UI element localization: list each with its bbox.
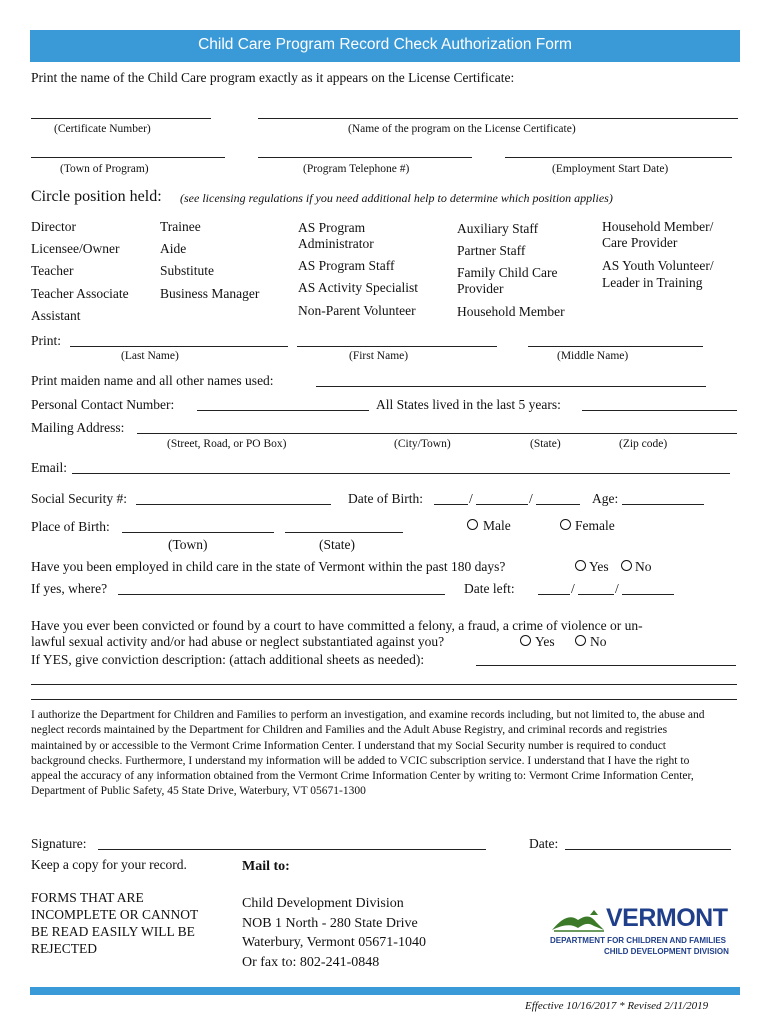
conviction-no-radio[interactable] xyxy=(575,635,586,646)
conviction-question-line1: Have you ever been convicted or found by a court to have committed a felony, a fraud, a crime of violence or un- xyxy=(31,618,643,633)
revision-footer: Effective 10/16/2017 * Revised 2/11/2019 xyxy=(525,1000,709,1012)
start-date-caption: (Employment Start Date) xyxy=(552,163,669,175)
date-left-year-field[interactable] xyxy=(622,594,674,595)
female-label: Female xyxy=(575,518,615,533)
contact-number-field[interactable] xyxy=(197,410,369,411)
conviction-description-field-line2[interactable] xyxy=(31,684,737,685)
dob-year-field[interactable] xyxy=(536,504,580,505)
position-teacher-associate[interactable]: Teacher Associate xyxy=(31,286,129,301)
first-name-caption: (First Name) xyxy=(349,350,409,362)
form-header-bar xyxy=(30,30,740,62)
position-as-activity-specialist[interactable]: AS Activity Specialist xyxy=(298,280,418,295)
states-lived-label: All States lived in the last 5 years: xyxy=(376,397,561,412)
date-left-separator-2: / xyxy=(615,581,619,596)
date-left-separator-1: / xyxy=(571,581,575,596)
position-note: (see licensing regulations if you need additional help to determine which position applies) xyxy=(180,191,613,205)
position-substitute[interactable]: Substitute xyxy=(160,263,215,278)
mail-address-line: Waterbury, Vermont 05671-1040 xyxy=(242,935,426,950)
last-name-caption: (Last Name) xyxy=(121,350,179,362)
position-aide[interactable]: Aide xyxy=(160,241,187,256)
employment-start-date-field[interactable] xyxy=(505,157,732,158)
position-business-manager[interactable]: Business Manager xyxy=(160,286,260,301)
vermont-dcf-logo xyxy=(548,904,728,960)
position-household-member[interactable]: Household Member xyxy=(457,304,565,319)
date-left-month-field[interactable] xyxy=(538,594,570,595)
footer-bar xyxy=(30,987,740,995)
first-name-field[interactable] xyxy=(297,346,497,347)
form-title: Child Care Program Record Check Authorization Form xyxy=(198,36,572,53)
position-non-parent-volunteer[interactable]: Non-Parent Volunteer xyxy=(298,303,416,318)
town-of-program-field[interactable] xyxy=(31,157,225,158)
birth-state-caption: (State) xyxy=(319,537,355,552)
intro-instruction: Print the name of the Child Care program exactly as it appears on the License Certificate: xyxy=(31,70,515,85)
email-field[interactable] xyxy=(72,473,730,474)
logo-division: CHILD DEVELOPMENT DIVISION xyxy=(604,947,729,956)
place-of-birth-label: Place of Birth: xyxy=(31,519,110,534)
dob-separator-2: / xyxy=(529,491,533,506)
mail-address-line: Or fax to: 802-241-0848 xyxy=(242,954,380,970)
mail-to-heading: Mail to: xyxy=(242,859,290,874)
dob-separator-1: / xyxy=(469,491,473,506)
position-heading: Circle position held: xyxy=(31,188,162,205)
date-left-label: Date left: xyxy=(464,581,515,596)
position-household-member-care-provider[interactable]: Household Member/ xyxy=(602,219,714,234)
town-caption: (Town of Program) xyxy=(60,163,149,175)
birth-state-field[interactable] xyxy=(285,532,403,533)
maiden-name-field[interactable] xyxy=(316,386,706,387)
conviction-yes-label: Yes xyxy=(535,634,555,649)
position-teacher[interactable]: Teacher xyxy=(31,263,74,278)
mailing-address-label: Mailing Address: xyxy=(31,420,125,435)
certificate-number-field[interactable] xyxy=(31,118,211,119)
where-label: If yes, where? xyxy=(31,581,108,596)
position-assistant[interactable]: Assistant xyxy=(31,308,81,323)
dob-label: Date of Birth: xyxy=(348,491,423,506)
position-licensee-owner[interactable]: Licensee/Owner xyxy=(31,241,120,256)
states-lived-field[interactable] xyxy=(582,410,737,411)
position-trainee[interactable]: Trainee xyxy=(160,219,201,234)
state-caption: (State) xyxy=(530,438,561,450)
male-label: Male xyxy=(483,518,511,533)
last-name-field[interactable] xyxy=(70,346,288,347)
logo-name: VERMONT xyxy=(606,904,728,932)
position-director[interactable]: Director xyxy=(31,219,76,234)
maiden-name-label: Print maiden name and all other names used: xyxy=(31,373,274,388)
mailing-address-block xyxy=(242,894,426,972)
date-left-day-field[interactable] xyxy=(578,594,614,595)
middle-name-caption: (Middle Name) xyxy=(557,350,629,362)
program-name-caption: (Name of the program on the License Certificate) xyxy=(348,123,576,135)
female-radio[interactable] xyxy=(560,519,571,530)
date-label: Date: xyxy=(529,836,559,851)
logo-department: DEPARTMENT FOR CHILDREN AND FAMILIES xyxy=(550,936,726,945)
male-radio[interactable] xyxy=(467,519,478,530)
section-divider xyxy=(31,699,737,700)
position-as-program-administrator-line2: Administrator xyxy=(298,236,374,251)
street-caption: (Street, Road, or PO Box) xyxy=(167,438,287,450)
birth-town-field[interactable] xyxy=(122,532,274,533)
mail-address-line: Child Development Division xyxy=(242,896,404,911)
rejection-warning-line: INCOMPLETE OR CANNOT xyxy=(31,907,199,922)
program-telephone-field[interactable] xyxy=(258,157,472,158)
position-as-program-administrator[interactable]: AS Program xyxy=(298,220,366,235)
rejection-warning-line: BE READ EASILY WILL BE xyxy=(31,924,195,939)
employed-question: Have you been employed in child care in the state of Vermont within the past 180 days? xyxy=(31,559,506,574)
age-label: Age: xyxy=(592,491,619,506)
mail-address-line: NOB 1 North - 280 State Drive xyxy=(242,915,418,931)
birth-town-caption: (Town) xyxy=(168,537,208,552)
where-field[interactable] xyxy=(118,594,445,595)
ssn-field[interactable] xyxy=(136,504,331,505)
dob-day-field[interactable] xyxy=(476,504,528,505)
position-auxiliary-staff[interactable]: Auxiliary Staff xyxy=(457,221,539,236)
zip-caption: (Zip code) xyxy=(619,438,668,450)
city-caption: (City/Town) xyxy=(394,438,451,450)
employed-yes-label: Yes xyxy=(589,559,609,574)
conviction-yes-radio[interactable] xyxy=(520,635,531,646)
position-as-youth-volunteer[interactable]: AS Youth Volunteer/ xyxy=(602,258,714,273)
position-family-child-care-provider-line2: Provider xyxy=(457,281,504,296)
employed-no-radio[interactable] xyxy=(621,560,632,571)
signature-field[interactable] xyxy=(98,849,486,850)
conviction-no-label: No xyxy=(590,634,607,649)
rejection-warning-line: FORMS THAT ARE xyxy=(31,890,144,905)
date-field[interactable] xyxy=(565,849,731,850)
rejection-warning-line: REJECTED xyxy=(31,941,97,956)
middle-name-field[interactable] xyxy=(528,346,703,347)
print-name-label: Print: xyxy=(31,333,62,348)
ssn-label: Social Security #: xyxy=(31,491,127,506)
position-as-program-staff[interactable]: AS Program Staff xyxy=(298,258,395,273)
position-partner-staff[interactable]: Partner Staff xyxy=(457,243,526,258)
employed-yes-radio[interactable] xyxy=(575,560,586,571)
age-field[interactable] xyxy=(622,504,704,505)
program-name-field[interactable] xyxy=(258,118,738,119)
authorization-statement: I authorize the Department for Children and Families to perform an investigation, and examine records including, but not limited to, the abuse and neglect records maintained by the Department for Children and Families and the Adult Abuse Registry, and criminal records and registries maintained by or accessible to the Vermont Crime Information Center. I understand that my Social Security number is required to conduct background checks. Furthermore, I understand my information will be added to VCIC subscription service. I understand that I have the right to appeal the accuracy of any information obtained from the Vermont Crime Information Center by writing to: Vermont Crime Information Center, Department of Public Safety, 45 State Drive, Waterbury, VT 05671-1300 xyxy=(31,709,705,798)
email-label: Email: xyxy=(31,460,67,475)
certificate-number-caption: (Certificate Number) xyxy=(54,123,151,135)
mailing-address-field[interactable] xyxy=(137,433,737,434)
conviction-question-line2: lawful sexual activity and/or had abuse or neglect substantiated against you? xyxy=(31,634,445,649)
conviction-description-field[interactable] xyxy=(476,665,736,666)
signature-label: Signature: xyxy=(31,836,87,851)
position-household-member-care-provider-line2: Care Provider xyxy=(602,235,678,250)
position-as-youth-volunteer-line2: Leader in Training xyxy=(602,275,703,290)
contact-number-label: Personal Contact Number: xyxy=(31,397,175,412)
position-family-child-care-provider[interactable]: Family Child Care xyxy=(457,265,558,280)
rejection-warning xyxy=(31,889,198,957)
dob-month-field[interactable] xyxy=(434,504,468,505)
telephone-caption: (Program Telephone #) xyxy=(303,163,410,175)
employed-no-label: No xyxy=(635,559,652,574)
conviction-description-label: If YES, give conviction description: (attach additional sheets as needed): xyxy=(31,652,425,667)
keep-copy-note: Keep a copy for your record. xyxy=(31,857,187,872)
